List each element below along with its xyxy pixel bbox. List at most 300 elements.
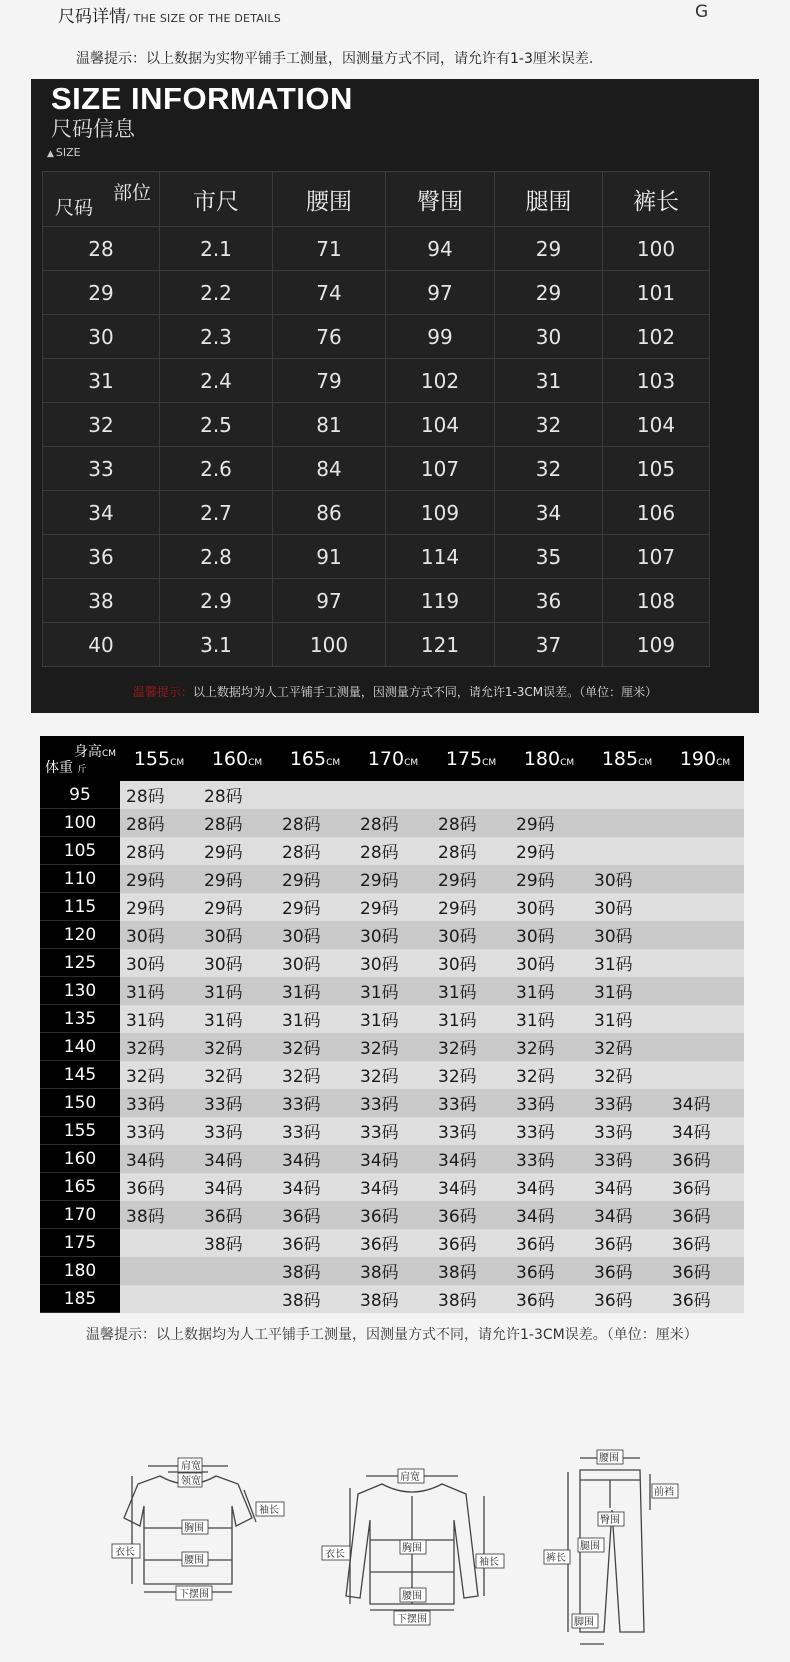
page-header xyxy=(0,0,790,32)
recommend-cell xyxy=(588,781,666,809)
recommend-cell xyxy=(276,781,354,809)
recommend-cell xyxy=(354,781,432,809)
recommend-cell: 33码 xyxy=(198,1089,276,1117)
size-info-cell: 32 xyxy=(43,403,160,447)
recommend-cell: 33码 xyxy=(198,1117,276,1145)
pants-labels xyxy=(544,1450,678,1628)
tshirt-sleeve-label: 袖长 xyxy=(259,1505,279,1516)
recommend-row xyxy=(40,1257,744,1285)
size-info-row xyxy=(43,359,710,403)
size-info-cell: 38 xyxy=(43,579,160,623)
recommend-row xyxy=(40,865,744,893)
recommend-cell xyxy=(666,1061,744,1089)
size-recommend-table xyxy=(40,736,744,1313)
recommend-cell: 29码 xyxy=(510,809,588,837)
recommend-cell: 38码 xyxy=(354,1257,432,1285)
recommend-row xyxy=(40,781,744,809)
recommend-cell: 32码 xyxy=(432,1033,510,1061)
recommend-cell xyxy=(666,921,744,949)
size-info-cell: 94 xyxy=(386,227,495,271)
recommend-cell: 33码 xyxy=(588,1089,666,1117)
size-info-cell: 2.8 xyxy=(160,535,273,579)
height-header: 170CM xyxy=(354,736,432,781)
size-label: ▲ SIZE xyxy=(47,146,81,159)
size-info-cell: 106 xyxy=(603,491,710,535)
size-info-cell: 2.3 xyxy=(160,315,273,359)
size-info-cell: 101 xyxy=(603,271,710,315)
recommend-cell: 34码 xyxy=(510,1173,588,1201)
size-info-note-red: 温馨提示： xyxy=(132,685,193,699)
triangle-icon: ▲ xyxy=(47,149,54,159)
weight-label: 135 xyxy=(40,1005,120,1033)
recommend-cell xyxy=(432,781,510,809)
recommend-cell: 28码 xyxy=(354,837,432,865)
weight-label: 115 xyxy=(40,893,120,921)
recommend-cell: 30码 xyxy=(198,921,276,949)
recommend-cell: 30码 xyxy=(510,921,588,949)
recommend-cell: 32码 xyxy=(588,1061,666,1089)
recommend-cell: 31码 xyxy=(354,977,432,1005)
weight-label: 165 xyxy=(40,1173,120,1201)
size-info-row xyxy=(43,227,710,271)
recommend-cell: 36码 xyxy=(510,1229,588,1257)
recommend-cell xyxy=(120,1257,198,1285)
size-info-row xyxy=(43,403,710,447)
recommend-cell: 32码 xyxy=(198,1061,276,1089)
size-info-cell: 31 xyxy=(495,359,603,403)
recommend-row xyxy=(40,1061,744,1089)
recommend-cell: 29码 xyxy=(354,893,432,921)
recommend-cell: 36码 xyxy=(354,1229,432,1257)
size-info-row xyxy=(43,315,710,359)
recommend-row xyxy=(40,949,744,977)
height-header: 185CM xyxy=(588,736,666,781)
shirt-waist-label: 腰围 xyxy=(402,1591,422,1602)
size-info-cell: 86 xyxy=(273,491,386,535)
recommend-cell: 36码 xyxy=(276,1229,354,1257)
recommend-cell: 30码 xyxy=(120,949,198,977)
weight-label: 180 xyxy=(40,1257,120,1285)
shirt-sleeve-label: 袖长 xyxy=(479,1557,499,1568)
weight-label: 125 xyxy=(40,949,120,977)
size-info-cell: 108 xyxy=(603,579,710,623)
recommend-cell: 28码 xyxy=(432,809,510,837)
recommend-cell: 30码 xyxy=(120,921,198,949)
height-header: 160CM xyxy=(198,736,276,781)
recommend-cell: 36码 xyxy=(666,1201,744,1229)
pants-leg-opening-label: 脚围 xyxy=(574,1617,594,1628)
size-info-col-header: 市尺 xyxy=(160,172,273,227)
size-info-cell: 91 xyxy=(273,535,386,579)
size-info-cell: 109 xyxy=(386,491,495,535)
recommend-cell: 34码 xyxy=(588,1201,666,1229)
recommend-cell: 36码 xyxy=(198,1201,276,1229)
tshirt-hem-label: 下摆围 xyxy=(179,1589,209,1600)
size-info-corner xyxy=(43,172,160,227)
size-info-cell: 36 xyxy=(495,579,603,623)
corner-part-label: 部位 xyxy=(112,182,151,204)
size-info-col-header: 裤长 xyxy=(603,172,710,227)
recommend-corner xyxy=(40,736,120,781)
recommend-cell: 30码 xyxy=(276,949,354,977)
pants-waist-label: 腰围 xyxy=(599,1453,619,1464)
recommend-row xyxy=(40,809,744,837)
height-header: 165CM xyxy=(276,736,354,781)
recommend-cell: 31码 xyxy=(432,977,510,1005)
recommend-cell: 34码 xyxy=(276,1145,354,1173)
recommend-cell: 29码 xyxy=(510,837,588,865)
recommend-cell: 32码 xyxy=(510,1061,588,1089)
recommend-cell: 28码 xyxy=(276,809,354,837)
recommend-cell: 34码 xyxy=(198,1173,276,1201)
recommend-cell: 36码 xyxy=(120,1173,198,1201)
size-info-cell: 100 xyxy=(603,227,710,271)
corner-weight-label: 体重 斤 xyxy=(45,760,87,776)
tshirt-length-label: 衣长 xyxy=(115,1547,135,1558)
recommend-cell: 32码 xyxy=(432,1061,510,1089)
recommend-cell: 34码 xyxy=(432,1173,510,1201)
recommend-row xyxy=(40,977,744,1005)
size-info-cell: 31 xyxy=(43,359,160,403)
recommend-cell: 34码 xyxy=(666,1117,744,1145)
size-info-cell: 121 xyxy=(386,623,495,667)
recommend-cell: 28码 xyxy=(198,781,276,809)
recommend-cell: 32码 xyxy=(120,1033,198,1061)
recommend-cell: 34码 xyxy=(588,1173,666,1201)
recommend-cell: 33码 xyxy=(588,1145,666,1173)
size-info-cell: 100 xyxy=(273,623,386,667)
size-info-cell: 71 xyxy=(273,227,386,271)
recommend-cell: 32码 xyxy=(120,1061,198,1089)
weight-label: 95 xyxy=(40,781,120,809)
recommend-cell: 29码 xyxy=(198,893,276,921)
recommend-cell: 33码 xyxy=(120,1117,198,1145)
pants-hip-label: 臀围 xyxy=(600,1515,620,1526)
recommend-cell xyxy=(666,1033,744,1061)
recommend-row xyxy=(40,1201,744,1229)
recommend-cell: 30码 xyxy=(432,949,510,977)
recommend-cell xyxy=(666,977,744,1005)
size-info-panel xyxy=(31,79,759,713)
height-header: 190CM xyxy=(666,736,744,781)
size-info-cell: 34 xyxy=(43,491,160,535)
weight-label: 185 xyxy=(40,1285,120,1313)
height-header: 180CM xyxy=(510,736,588,781)
recommend-cell: 36码 xyxy=(354,1201,432,1229)
recommend-cell: 38码 xyxy=(432,1257,510,1285)
recommend-cell xyxy=(588,809,666,837)
recommend-cell: 31码 xyxy=(120,977,198,1005)
recommend-cell: 36码 xyxy=(588,1229,666,1257)
recommend-cell: 29码 xyxy=(120,893,198,921)
shirt-chest-label: 胸围 xyxy=(402,1543,422,1554)
size-info-cell: 102 xyxy=(603,315,710,359)
recommend-cell: 32码 xyxy=(510,1033,588,1061)
size-info-cell: 29 xyxy=(43,271,160,315)
recommend-cell: 34码 xyxy=(354,1173,432,1201)
recommend-cell: 30码 xyxy=(588,921,666,949)
size-info-cell: 28 xyxy=(43,227,160,271)
weight-label: 170 xyxy=(40,1201,120,1229)
size-info-col-header: 臀围 xyxy=(386,172,495,227)
size-info-cell: 3.1 xyxy=(160,623,273,667)
recommend-cell: 32码 xyxy=(276,1033,354,1061)
recommend-cell: 31码 xyxy=(276,977,354,1005)
recommend-cell: 29码 xyxy=(276,865,354,893)
size-info-cell: 34 xyxy=(495,491,603,535)
recommend-cell: 32码 xyxy=(588,1033,666,1061)
size-info-cell: 2.4 xyxy=(160,359,273,403)
recommend-row xyxy=(40,1005,744,1033)
recommend-cell xyxy=(198,1285,276,1313)
measurement-diagrams xyxy=(0,1400,790,1662)
height-header: 175CM xyxy=(432,736,510,781)
recommend-cell: 31码 xyxy=(510,1005,588,1033)
recommend-cell: 31码 xyxy=(510,977,588,1005)
size-info-cell: 97 xyxy=(273,579,386,623)
corner-height-label: 身高CM xyxy=(73,744,116,760)
tshirt-chest-label: 胸围 xyxy=(184,1523,204,1534)
recommend-cell: 33码 xyxy=(276,1089,354,1117)
recommend-cell: 36码 xyxy=(666,1145,744,1173)
recommend-cell: 33码 xyxy=(510,1117,588,1145)
size-info-cell: 2.2 xyxy=(160,271,273,315)
recommend-cell: 30码 xyxy=(510,949,588,977)
recommend-cell: 36码 xyxy=(432,1229,510,1257)
size-info-cell: 102 xyxy=(386,359,495,403)
recommend-cell xyxy=(666,893,744,921)
recommend-cell: 30码 xyxy=(432,921,510,949)
recommend-cell: 30码 xyxy=(510,893,588,921)
weight-label: 140 xyxy=(40,1033,120,1061)
size-info-cell: 119 xyxy=(386,579,495,623)
recommend-cell: 31码 xyxy=(198,977,276,1005)
size-info-cell: 2.7 xyxy=(160,491,273,535)
header-title: 尺码详情/ THE SIZE OF THE DETAILS xyxy=(58,7,281,27)
recommend-note: 温馨提示：以上数据均为人工平铺手工测量，因测量方式不同，请允许1-3CM误差。（单位：厘米） xyxy=(86,1327,698,1343)
recommend-cell: 29码 xyxy=(510,865,588,893)
weight-label: 175 xyxy=(40,1229,120,1257)
recommend-row xyxy=(40,1229,744,1257)
recommend-cell: 34码 xyxy=(120,1145,198,1173)
recommend-cell: 31码 xyxy=(276,1005,354,1033)
recommend-cell: 31码 xyxy=(588,949,666,977)
size-info-cell: 29 xyxy=(495,271,603,315)
size-info-cell: 33 xyxy=(43,447,160,491)
size-info-cell: 37 xyxy=(495,623,603,667)
recommend-cell: 34码 xyxy=(666,1089,744,1117)
size-info-cell: 2.6 xyxy=(160,447,273,491)
recommend-cell: 33码 xyxy=(510,1089,588,1117)
recommend-cell: 31码 xyxy=(120,1005,198,1033)
size-info-cell: 29 xyxy=(495,227,603,271)
recommend-cell: 33码 xyxy=(432,1089,510,1117)
recommend-cell: 28码 xyxy=(276,837,354,865)
recommend-cell: 34码 xyxy=(198,1145,276,1173)
recommend-cell: 32码 xyxy=(354,1061,432,1089)
size-info-cell: 32 xyxy=(495,403,603,447)
weight-label: 130 xyxy=(40,977,120,1005)
recommend-cell: 34码 xyxy=(354,1145,432,1173)
recommend-cell: 33码 xyxy=(588,1117,666,1145)
recommend-row xyxy=(40,1117,744,1145)
recommend-cell: 32码 xyxy=(354,1033,432,1061)
shirt-length-label: 衣长 xyxy=(325,1549,345,1560)
recommend-cell: 31码 xyxy=(432,1005,510,1033)
recommend-row xyxy=(40,1145,744,1173)
size-info-cell: 79 xyxy=(273,359,386,403)
recommend-cell: 29码 xyxy=(198,837,276,865)
size-info-col-header: 腰围 xyxy=(273,172,386,227)
size-info-row xyxy=(43,491,710,535)
tshirt-labels xyxy=(112,1458,284,1600)
recommend-cell xyxy=(120,1285,198,1313)
size-info-row xyxy=(43,447,710,491)
recommend-row xyxy=(40,893,744,921)
size-info-cell: 81 xyxy=(273,403,386,447)
weight-label: 160 xyxy=(40,1145,120,1173)
weight-label: 150 xyxy=(40,1089,120,1117)
top-tip: 温馨提示：以上数据为实物平铺手工测量，因测量方式不同，请允许有1-3厘米误差. xyxy=(76,51,594,67)
height-header: 155CM xyxy=(120,736,198,781)
recommend-cell: 38码 xyxy=(120,1201,198,1229)
recommend-cell: 36码 xyxy=(666,1173,744,1201)
recommend-row xyxy=(40,837,744,865)
recommend-cell: 30码 xyxy=(198,949,276,977)
size-info-cell: 107 xyxy=(603,535,710,579)
size-info-cell: 99 xyxy=(386,315,495,359)
recommend-cell xyxy=(588,837,666,865)
recommend-cell: 33码 xyxy=(510,1145,588,1173)
pants-length-label: 裤长 xyxy=(546,1553,566,1564)
recommend-cell: 28码 xyxy=(354,809,432,837)
recommend-cell xyxy=(666,865,744,893)
pants-thigh-label: 腿围 xyxy=(580,1541,600,1552)
weight-label: 145 xyxy=(40,1061,120,1089)
recommend-cell: 28码 xyxy=(120,781,198,809)
size-info-cell: 97 xyxy=(386,271,495,315)
size-info-cell: 2.9 xyxy=(160,579,273,623)
recommend-cell: 36码 xyxy=(588,1257,666,1285)
recommend-cell: 29码 xyxy=(432,893,510,921)
recommend-row xyxy=(40,1173,744,1201)
size-info-row xyxy=(43,623,710,667)
recommend-cell: 33码 xyxy=(354,1089,432,1117)
tshirt-shoulder-label: 肩宽 xyxy=(181,1461,201,1472)
size-info-cell: 2.1 xyxy=(160,227,273,271)
size-info-cell: 84 xyxy=(273,447,386,491)
recommend-cell: 36码 xyxy=(432,1201,510,1229)
recommend-cell xyxy=(666,837,744,865)
recommend-cell: 38码 xyxy=(432,1285,510,1313)
size-info-header-row xyxy=(43,172,710,227)
size-info-cell: 104 xyxy=(603,403,710,447)
recommend-cell: 33码 xyxy=(276,1117,354,1145)
recommend-row xyxy=(40,1285,744,1313)
tshirt-collar-label: 领宽 xyxy=(181,1476,201,1487)
size-info-cell: 32 xyxy=(495,447,603,491)
recommend-cell: 30码 xyxy=(588,893,666,921)
recommend-cell: 36码 xyxy=(510,1285,588,1313)
size-info-cell: 35 xyxy=(495,535,603,579)
recommend-cell: 30码 xyxy=(588,865,666,893)
recommend-cell: 36码 xyxy=(666,1285,744,1313)
size-info-cell: 103 xyxy=(603,359,710,403)
size-info-cell: 30 xyxy=(43,315,160,359)
size-info-cell: 107 xyxy=(386,447,495,491)
size-info-cell: 76 xyxy=(273,315,386,359)
size-info-cell: 114 xyxy=(386,535,495,579)
corner-size-label: 尺码 xyxy=(55,197,94,219)
recommend-cell xyxy=(666,949,744,977)
size-info-row xyxy=(43,579,710,623)
recommend-cell: 28码 xyxy=(120,809,198,837)
recommend-cell: 29码 xyxy=(276,893,354,921)
recommend-cell: 36码 xyxy=(276,1201,354,1229)
header-letter: G xyxy=(695,2,709,22)
size-info-table xyxy=(42,171,710,667)
size-info-note-text: 以上数据均为人工平铺手工测量，因测量方式不同，请允许1-3CM误差。（单位：厘米） xyxy=(192,685,658,699)
recommend-cell: 32码 xyxy=(276,1061,354,1089)
recommend-cell: 33码 xyxy=(354,1117,432,1145)
recommend-cell: 38码 xyxy=(354,1285,432,1313)
size-info-cell: 105 xyxy=(603,447,710,491)
size-info-title-cn: 尺码信息 xyxy=(51,117,135,141)
recommend-cell: 30码 xyxy=(354,921,432,949)
recommend-cell xyxy=(120,1229,198,1257)
weight-label: 105 xyxy=(40,837,120,865)
recommend-cell: 38码 xyxy=(198,1229,276,1257)
shirt-shoulder-label: 肩宽 xyxy=(400,1472,420,1483)
recommend-cell: 29码 xyxy=(120,865,198,893)
recommend-cell: 31码 xyxy=(588,977,666,1005)
tshirt-waist-label: 腰围 xyxy=(184,1555,204,1566)
recommend-cell: 31码 xyxy=(354,1005,432,1033)
recommend-cell: 28码 xyxy=(432,837,510,865)
size-info-cell: 40 xyxy=(43,623,160,667)
recommend-cell: 34码 xyxy=(432,1145,510,1173)
recommend-cell: 36码 xyxy=(666,1257,744,1285)
size-info-cell: 104 xyxy=(386,403,495,447)
recommend-cell: 38码 xyxy=(276,1257,354,1285)
recommend-cell xyxy=(666,781,744,809)
weight-label: 110 xyxy=(40,865,120,893)
recommend-cell: 36码 xyxy=(666,1229,744,1257)
recommend-cell: 31码 xyxy=(198,1005,276,1033)
size-info-note xyxy=(31,683,759,700)
recommend-cell: 33码 xyxy=(120,1089,198,1117)
recommend-cell: 32码 xyxy=(198,1033,276,1061)
recommend-cell: 38码 xyxy=(276,1285,354,1313)
recommend-cell: 30码 xyxy=(276,921,354,949)
recommend-header-row xyxy=(40,736,744,781)
recommend-cell: 28码 xyxy=(120,837,198,865)
size-info-cell: 109 xyxy=(603,623,710,667)
recommend-cell: 36码 xyxy=(510,1257,588,1285)
recommend-cell: 30码 xyxy=(354,949,432,977)
recommend-cell: 28码 xyxy=(198,809,276,837)
recommend-cell: 33码 xyxy=(432,1117,510,1145)
size-info-cell: 36 xyxy=(43,535,160,579)
header-subtitle: / THE SIZE OF THE DETAILS xyxy=(126,12,281,25)
recommend-cell: 34码 xyxy=(276,1173,354,1201)
size-info-row xyxy=(43,271,710,315)
size-info-cell: 30 xyxy=(495,315,603,359)
recommend-cell xyxy=(198,1257,276,1285)
pants-rise-label: 前裆 xyxy=(654,1487,674,1498)
recommend-cell: 29码 xyxy=(354,865,432,893)
recommend-cell: 29码 xyxy=(432,865,510,893)
